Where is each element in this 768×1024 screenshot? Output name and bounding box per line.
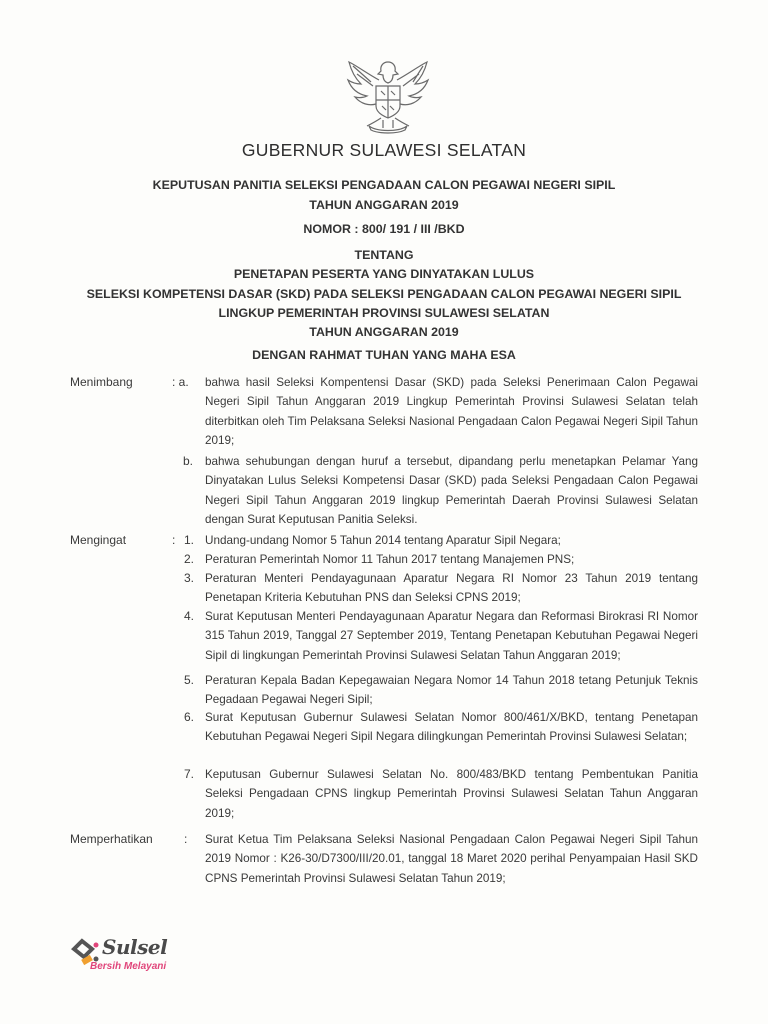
number-value: : 800/ 191 / III /BKD <box>354 222 465 236</box>
mengingat-item: Peraturan Menteri Pendayagunaan Aparatur Negara RI Nomor 23 Tahun 2019 tentang Penetapan Kriteria Kebutuhan PNS dan Seleksi CPNS 2019; <box>205 572 698 605</box>
colon: : <box>184 832 188 846</box>
decree-title: KEPUTUSAN PANITIA SELEKSI PENGADAAN CALON PEGAWAI NEGERI SIPIL <box>152 178 616 192</box>
logo-tagline: Bersih Melayani <box>90 961 167 972</box>
mengingat-item: Surat Keputusan Menteri Pendayagunaan Aparatur Negara dan Reformasi Birokrasi RI Nomor 315 Tahun 2019, Tanggal 27 September 2019, Tentang Penetapan Kebutuhan Pegawai Negeri Sipil di lingkungan Pemerintah Provinsi Sulawesi Selatan Tahun Anggaran 2019; <box>205 610 698 662</box>
subject-line: SELEKSI KOMPETENSI DASAR (SKD) PADA SELEKSI PENGADAAN CALON PEGAWAI NEGERI SIPIL <box>86 287 682 301</box>
memperhatikan-text: Surat Ketua Tim Pelaksana Seleksi Nasional Pengadaan Calon Pegawai Negeri Sipil Tahun 2019 Nomor : K26-30/D7300/III/20.01, tanggal 18 Maret 2020 perihal Penyampaian Hasil SKD CPNS Pemerintah Provinsi Sulawesi Selatan Tahun 2019; <box>205 833 698 885</box>
section-label-memperhatikan: Memperhatikan <box>70 832 153 846</box>
decree-year: TAHUN ANGGARAN 2019 <box>309 198 459 212</box>
subject-line: TAHUN ANGGARAN 2019 <box>309 325 459 339</box>
mengingat-item: Peraturan Pemerintah Nomor 11 Tahun 2017 tentang Manajemen PNS; <box>205 553 575 566</box>
item-marker: 4. <box>184 609 195 623</box>
logo-brand: Sulsel <box>102 935 168 959</box>
blessing-line: DENGAN RAHMAT TUHAN YANG MAHA ESA <box>252 348 516 362</box>
mengingat-item: Peraturan Kepala Badan Kepegawaian Negara Nomor 14 Tahun 2018 tetang Petunjuk Teknis Pegadaan Pegawai Negeri Sipil; <box>205 674 698 707</box>
menimbang-item: bahwa sehubungan dengan huruf a tersebut, dipandang perlu menetapkan Pelamar Yang Dinyatakan Lulus Seleksi Kompetensi Dasar (SKD) pada Seleksi Pengadaan Calon Pegawai Negeri Sipil Tahun Anggaran 2019 lingkup Pemerintah Daerah Provinsi Sulawesi Selatan dengan Surat Keputusan Panitia Seleksi. <box>205 455 698 526</box>
item-marker: 5. <box>184 673 195 687</box>
garuda-emblem-icon <box>343 56 433 134</box>
subject-line: LINGKUP PEMERINTAH PROVINSI SULAWESI SELATAN <box>218 306 550 320</box>
mengingat-item: Keputusan Gubernur Sulawesi Selatan No. 800/483/BKD tentang Pembentukan Panitia Seleksi Pengadaan CPNS lingkup Pemerintah Provinsi Sulawesi Selatan Tahun Anggaran 2019; <box>205 768 698 820</box>
item-marker: : a. <box>172 375 189 389</box>
number-label: NOMOR <box>303 222 351 236</box>
item-marker: 1. <box>184 533 195 547</box>
mengingat-item: Undang-undang Nomor 5 Tahun 2014 tentang Aparatur Sipil Negara; <box>205 534 561 547</box>
about-heading: TENTANG <box>354 248 414 262</box>
mengingat-item: Surat Keputusan Gubernur Sulawesi Selatan Nomor 800/461/X/BKD, tentang Penetapan Kebutuhan Pegawai Negeri Sipil Negara dilingkungan Pemerintah Provinsi Sulawesi Selatan; <box>205 711 698 744</box>
item-marker: 7. <box>184 767 195 781</box>
sulsel-logo <box>68 935 198 980</box>
item-marker: 2. <box>184 552 195 566</box>
item-marker: b. <box>183 454 194 468</box>
section-label-mengingat: Mengingat <box>70 533 127 547</box>
section-label-menimbang: Menimbang <box>70 375 133 389</box>
office-heading: GUBERNUR SULAWESI SELATAN <box>241 140 527 160</box>
subject-line: PENETAPAN PESERTA YANG DINYATAKAN LULUS <box>233 267 535 281</box>
decree-number <box>0 222 768 236</box>
menimbang-item: bahwa hasil Seleksi Kompentensi Dasar (SKD) pada Seleksi Penerimaan Calon Pegawai Negeri Sipil Tahun Anggaran 2019 Lingkup Pemerintah Provinsi Sulawesi Selatan telah diterbitkan oleh Tim Pelaksana Seleksi Nasional Pengadaan Calon Pegawai Negeri Sipil Tahun 2019; <box>205 376 698 447</box>
item-marker: 3. <box>184 571 195 585</box>
colon: : <box>172 533 176 547</box>
item-marker: 6. <box>184 710 195 724</box>
